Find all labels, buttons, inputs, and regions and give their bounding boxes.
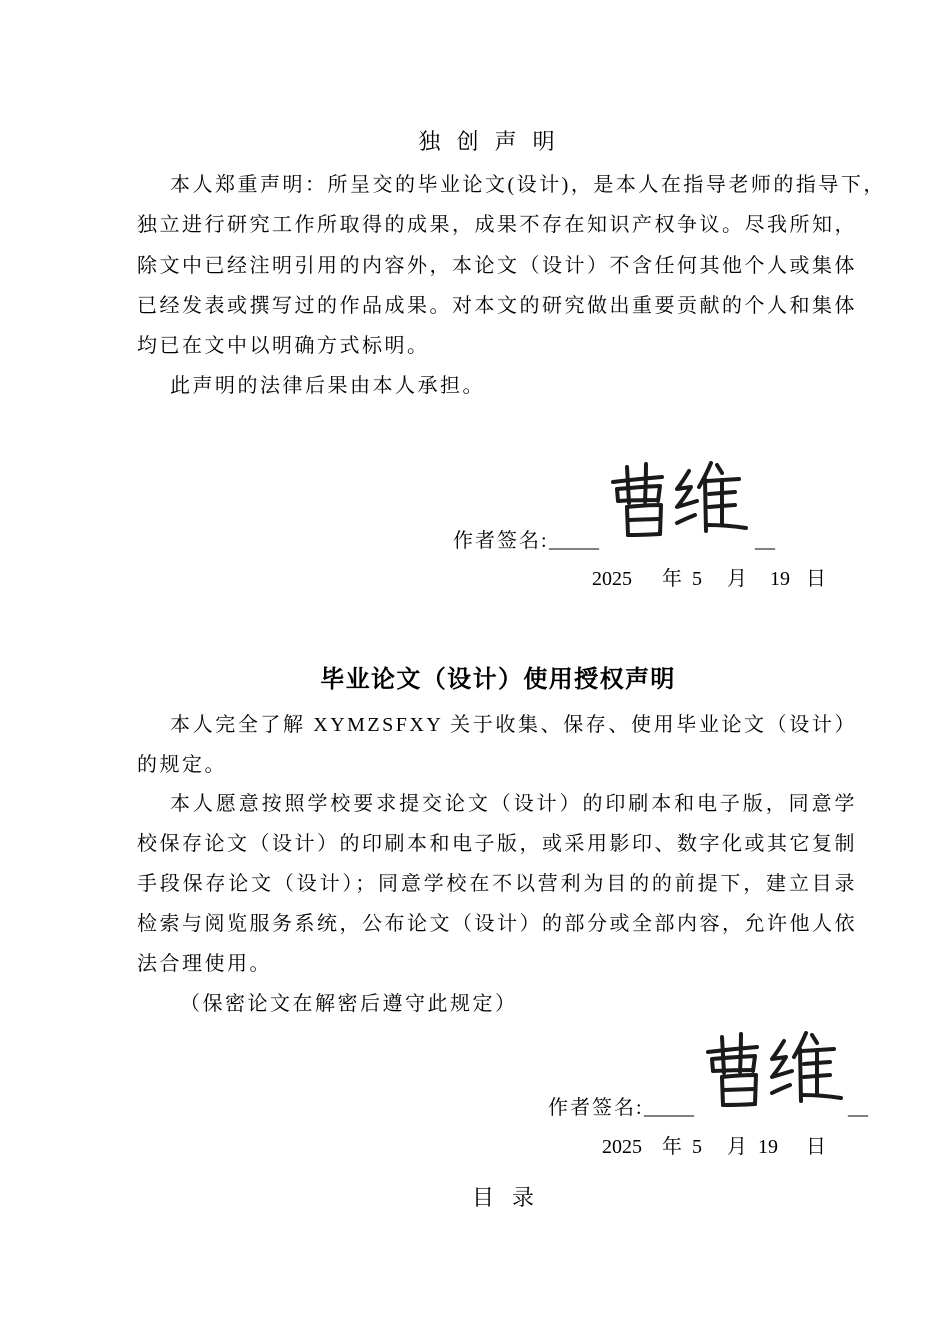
authorization-paragraph-line: 的规定。 xyxy=(137,754,227,776)
declaration-paragraph-line: 除文中已经注明引用的内容外，本论文（设计）不含任何其他个人或集体 xyxy=(137,255,857,277)
authorization-paragraph-line: 本人愿意按照学校要求提交论文（设计）的印刷本和电子版，同意学 xyxy=(170,793,857,815)
date-month: 5 xyxy=(692,1136,702,1158)
date-day-unit: 日 xyxy=(806,1136,826,1158)
date-year-unit: 年 xyxy=(662,1136,682,1158)
signature-char-wei xyxy=(772,1033,841,1101)
signature-label: 作者签名: xyxy=(453,530,549,552)
authorization-paragraph-line: 本人完全了解 XYMZSFXY 关于收集、保存、使用毕业论文（设计） xyxy=(170,714,857,736)
author-handwritten-signature xyxy=(700,1025,845,1110)
date-day-unit: 日 xyxy=(806,568,826,590)
signature-underline-left: _____ xyxy=(644,1097,694,1119)
author-handwritten-signature xyxy=(605,455,750,540)
signature-underline-right: __ xyxy=(755,530,775,552)
signature-char-cao xyxy=(613,464,662,535)
authorization-paragraph-line: 手段保存论文（设计）；同意学校在不以营利为目的的前提下，建立目录 xyxy=(137,873,857,895)
date-month: 5 xyxy=(692,568,702,590)
date-month-unit: 月 xyxy=(727,1136,747,1158)
authorization-paragraph-line: 法合理使用。 xyxy=(137,953,272,975)
declaration-paragraph-line: 已经发表或撰写过的作品成果。对本文的研究做出重要贡献的个人和集体 xyxy=(137,295,857,317)
signature-underline-left: _____ xyxy=(549,530,599,552)
declaration-paragraph-line: 均已在文中以明确方式标明。 xyxy=(137,335,430,357)
signature-char-cao xyxy=(708,1034,757,1105)
date-day: 19 xyxy=(758,1136,778,1158)
authorization-paragraph-line: 检索与阅览服务系统，公布论文（设计）的部分或全部内容，允许他人依 xyxy=(137,913,857,935)
signature-label: 作者签名: xyxy=(548,1097,644,1119)
signature-char-wei xyxy=(677,463,746,531)
date-year: 2025 xyxy=(592,568,632,590)
signature-underline-right: __ xyxy=(848,1097,868,1119)
date-year: 2025 xyxy=(602,1136,642,1158)
date-day: 19 xyxy=(770,568,790,590)
confidential-thesis-note: （保密论文在解密后遵守此规定） xyxy=(180,993,518,1015)
declaration-paragraph-line: 本人郑重声明：所呈交的毕业论文(设计)，是本人在指导老师的指导下， xyxy=(170,174,886,196)
legal-consequence-line: 此声明的法律后果由本人承担。 xyxy=(170,375,485,397)
date-month-unit: 月 xyxy=(727,568,747,590)
originality-declaration-title: 独 创 声 明 xyxy=(418,129,560,154)
table-of-contents-title: 目 录 xyxy=(471,1185,541,1210)
declaration-paragraph-line: 独立进行研究工作所取得的成果，成果不存在知识产权争议。尽我所知， xyxy=(137,214,857,236)
authorization-statement-title: 毕业论文（设计）使用授权声明 xyxy=(320,666,676,693)
date-year-unit: 年 xyxy=(662,568,682,590)
authorization-paragraph-line: 校保存论文（设计）的印刷本和电子版，或采用影印、数字化或其它复制 xyxy=(137,833,857,855)
